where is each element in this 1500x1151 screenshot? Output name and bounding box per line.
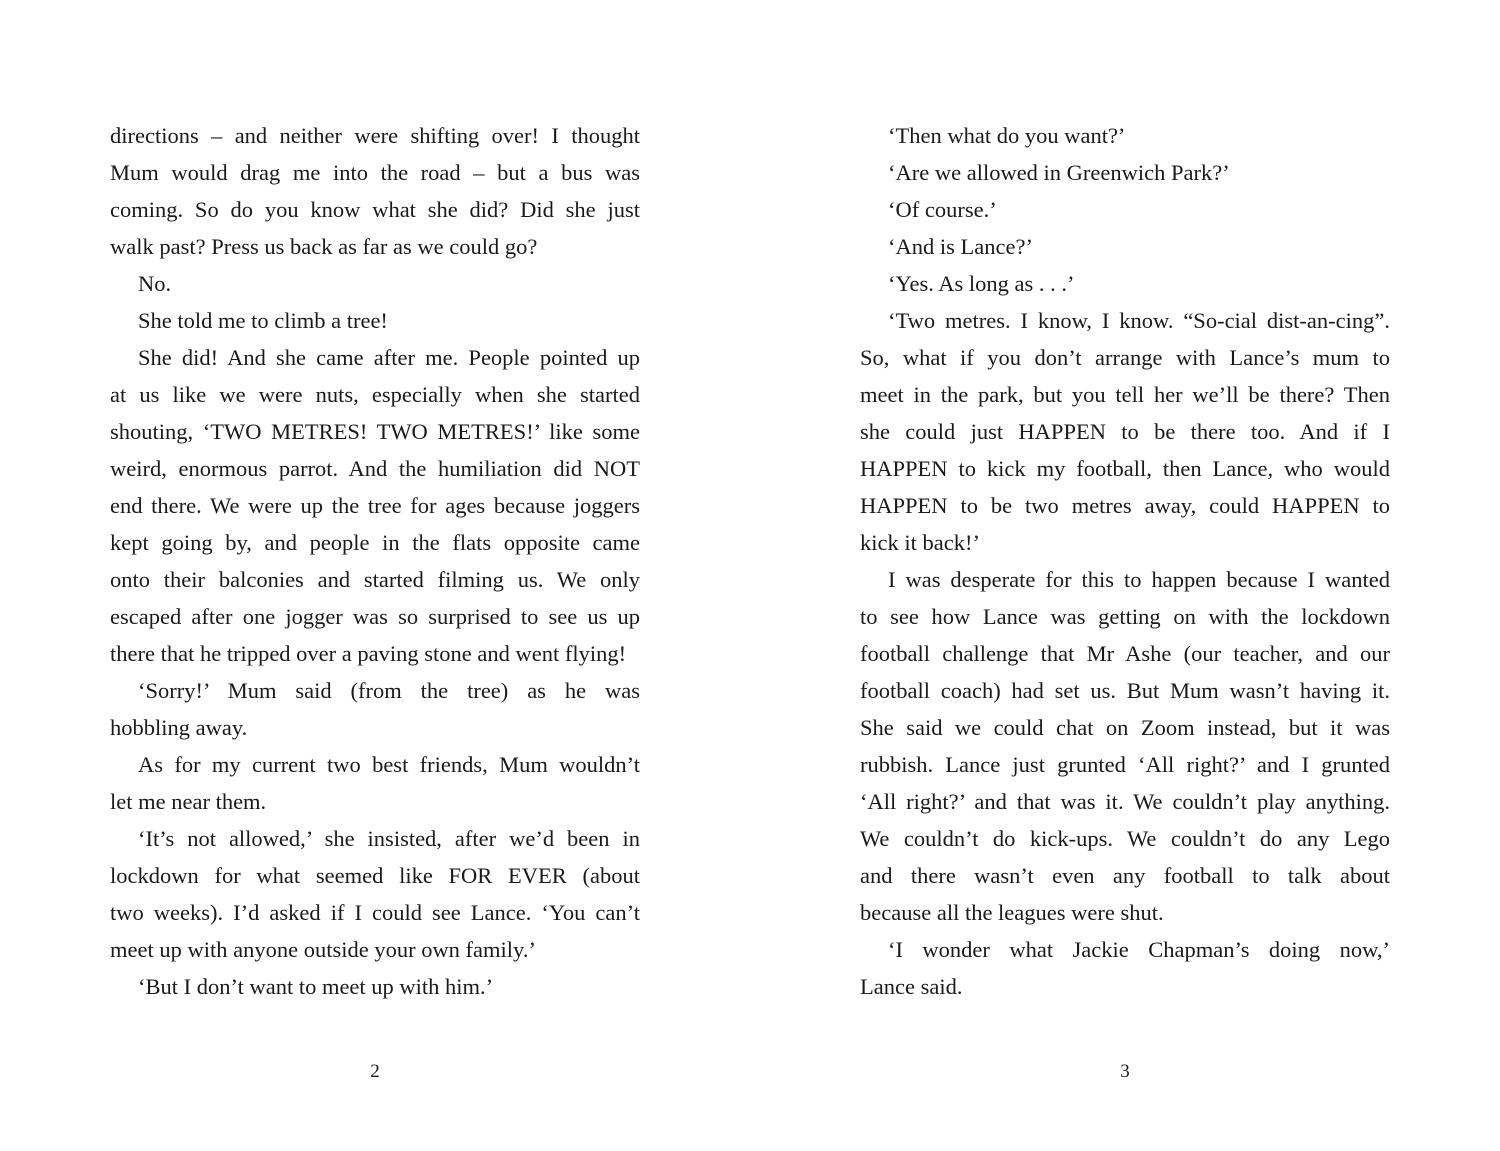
text-line: So, what if you don’t arrange with Lance’s mum to <box>860 345 1390 370</box>
text-line: She said we could chat on Zoom instead, but it was <box>860 715 1390 740</box>
text-line: and there wasn’t even any football to talk about <box>860 863 1390 888</box>
text-line: ‘Of course.’ <box>888 197 997 222</box>
text-line: She told me to climb a tree! <box>138 308 388 333</box>
text-line: let me near them. <box>110 789 267 814</box>
text-line: shouting, ‘TWO METRES! TWO METRES!’ like some <box>110 419 640 444</box>
text-line: hobbling away. <box>110 715 248 740</box>
text-line: onto their balconies and started filming us. We only <box>110 567 640 592</box>
right-page-text <box>860 117 1390 1005</box>
text-line: I was desperate for this to happen because I wanted <box>888 567 1390 592</box>
text-line: ‘Then what do you want?’ <box>888 123 1126 148</box>
page-number-left: 2 <box>370 1061 380 1082</box>
text-line: ‘And is Lance?’ <box>888 234 1033 259</box>
text-line: two weeks). I’d asked if I could see Lance. ‘You can’t <box>110 900 640 925</box>
text-line: end there. We were up the tree for ages because joggers <box>110 493 640 518</box>
text-line: meet in the park, but you tell her we’ll be there? Then <box>860 382 1390 407</box>
text-line: ‘Two metres. I know, I know. “So-cial dist-an-cing”. <box>888 308 1390 333</box>
text-line: ‘I wonder what Jackie Chapman’s doing now,’ <box>888 937 1390 962</box>
text-line: ‘Sorry!’ Mum said (from the tree) as he was <box>138 678 640 703</box>
text-line: rubbish. Lance just grunted ‘All right?’ and I grunted <box>860 752 1390 777</box>
text-line: HAPPEN to kick my football, then Lance, who would <box>860 456 1390 481</box>
text-line: ‘Yes. As long as . . .’ <box>888 271 1075 296</box>
text-line: escaped after one jogger was so surprised to see us up <box>110 604 640 629</box>
page-number-right: 3 <box>1120 1061 1130 1082</box>
text-line: at us like we were nuts, especially when she started <box>110 382 640 407</box>
text-line: HAPPEN to be two metres away, could HAPPEN to <box>860 493 1390 518</box>
text-line: ‘All right?’ and that was it. We couldn’t play anything. <box>860 789 1390 814</box>
text-line: meet up with anyone outside your own family.’ <box>110 937 536 962</box>
text-line: there that he tripped over a paving stone and went flying! <box>110 641 627 666</box>
text-line: Mum would drag me into the road – but a bus was <box>110 160 640 185</box>
text-line: kept going by, and people in the flats opposite came <box>110 530 640 555</box>
text-line: football coach) had set us. But Mum wasn’t having it. <box>860 678 1390 703</box>
text-line: she could just HAPPEN to be there too. And if I <box>860 419 1390 444</box>
text-line: Lance said. <box>860 974 963 999</box>
text-line: football challenge that Mr Ashe (our teacher, and our <box>860 641 1390 666</box>
text-line: walk past? Press us back as far as we could go? <box>110 234 538 259</box>
text-line: As for my current two best friends, Mum wouldn’t <box>138 752 640 777</box>
text-line: We couldn’t do kick-ups. We couldn’t do any Lego <box>860 826 1390 851</box>
text-line: to see how Lance was getting on with the lockdown <box>860 604 1390 629</box>
text-line: ‘Are we allowed in Greenwich Park?’ <box>888 160 1230 185</box>
text-line: ‘But I don’t want to meet up with him.’ <box>138 974 494 999</box>
text-line: She did! And she came after me. People pointed up <box>138 345 640 370</box>
text-line: directions – and neither were shifting over! I thought <box>110 123 640 148</box>
text-line: lockdown for what seemed like FOR EVER (about <box>110 863 640 888</box>
text-line: weird, enormous parrot. And the humiliation did NOT <box>110 456 640 481</box>
text-line: because all the leagues were shut. <box>860 900 1164 925</box>
text-line: kick it back!’ <box>860 530 980 555</box>
left-page-text <box>110 117 640 1005</box>
text-line: coming. So do you know what she did? Did she just <box>110 197 640 222</box>
text-line: No. <box>138 271 172 296</box>
text-line: ‘It’s not allowed,’ she insisted, after we’d been in <box>138 826 640 851</box>
